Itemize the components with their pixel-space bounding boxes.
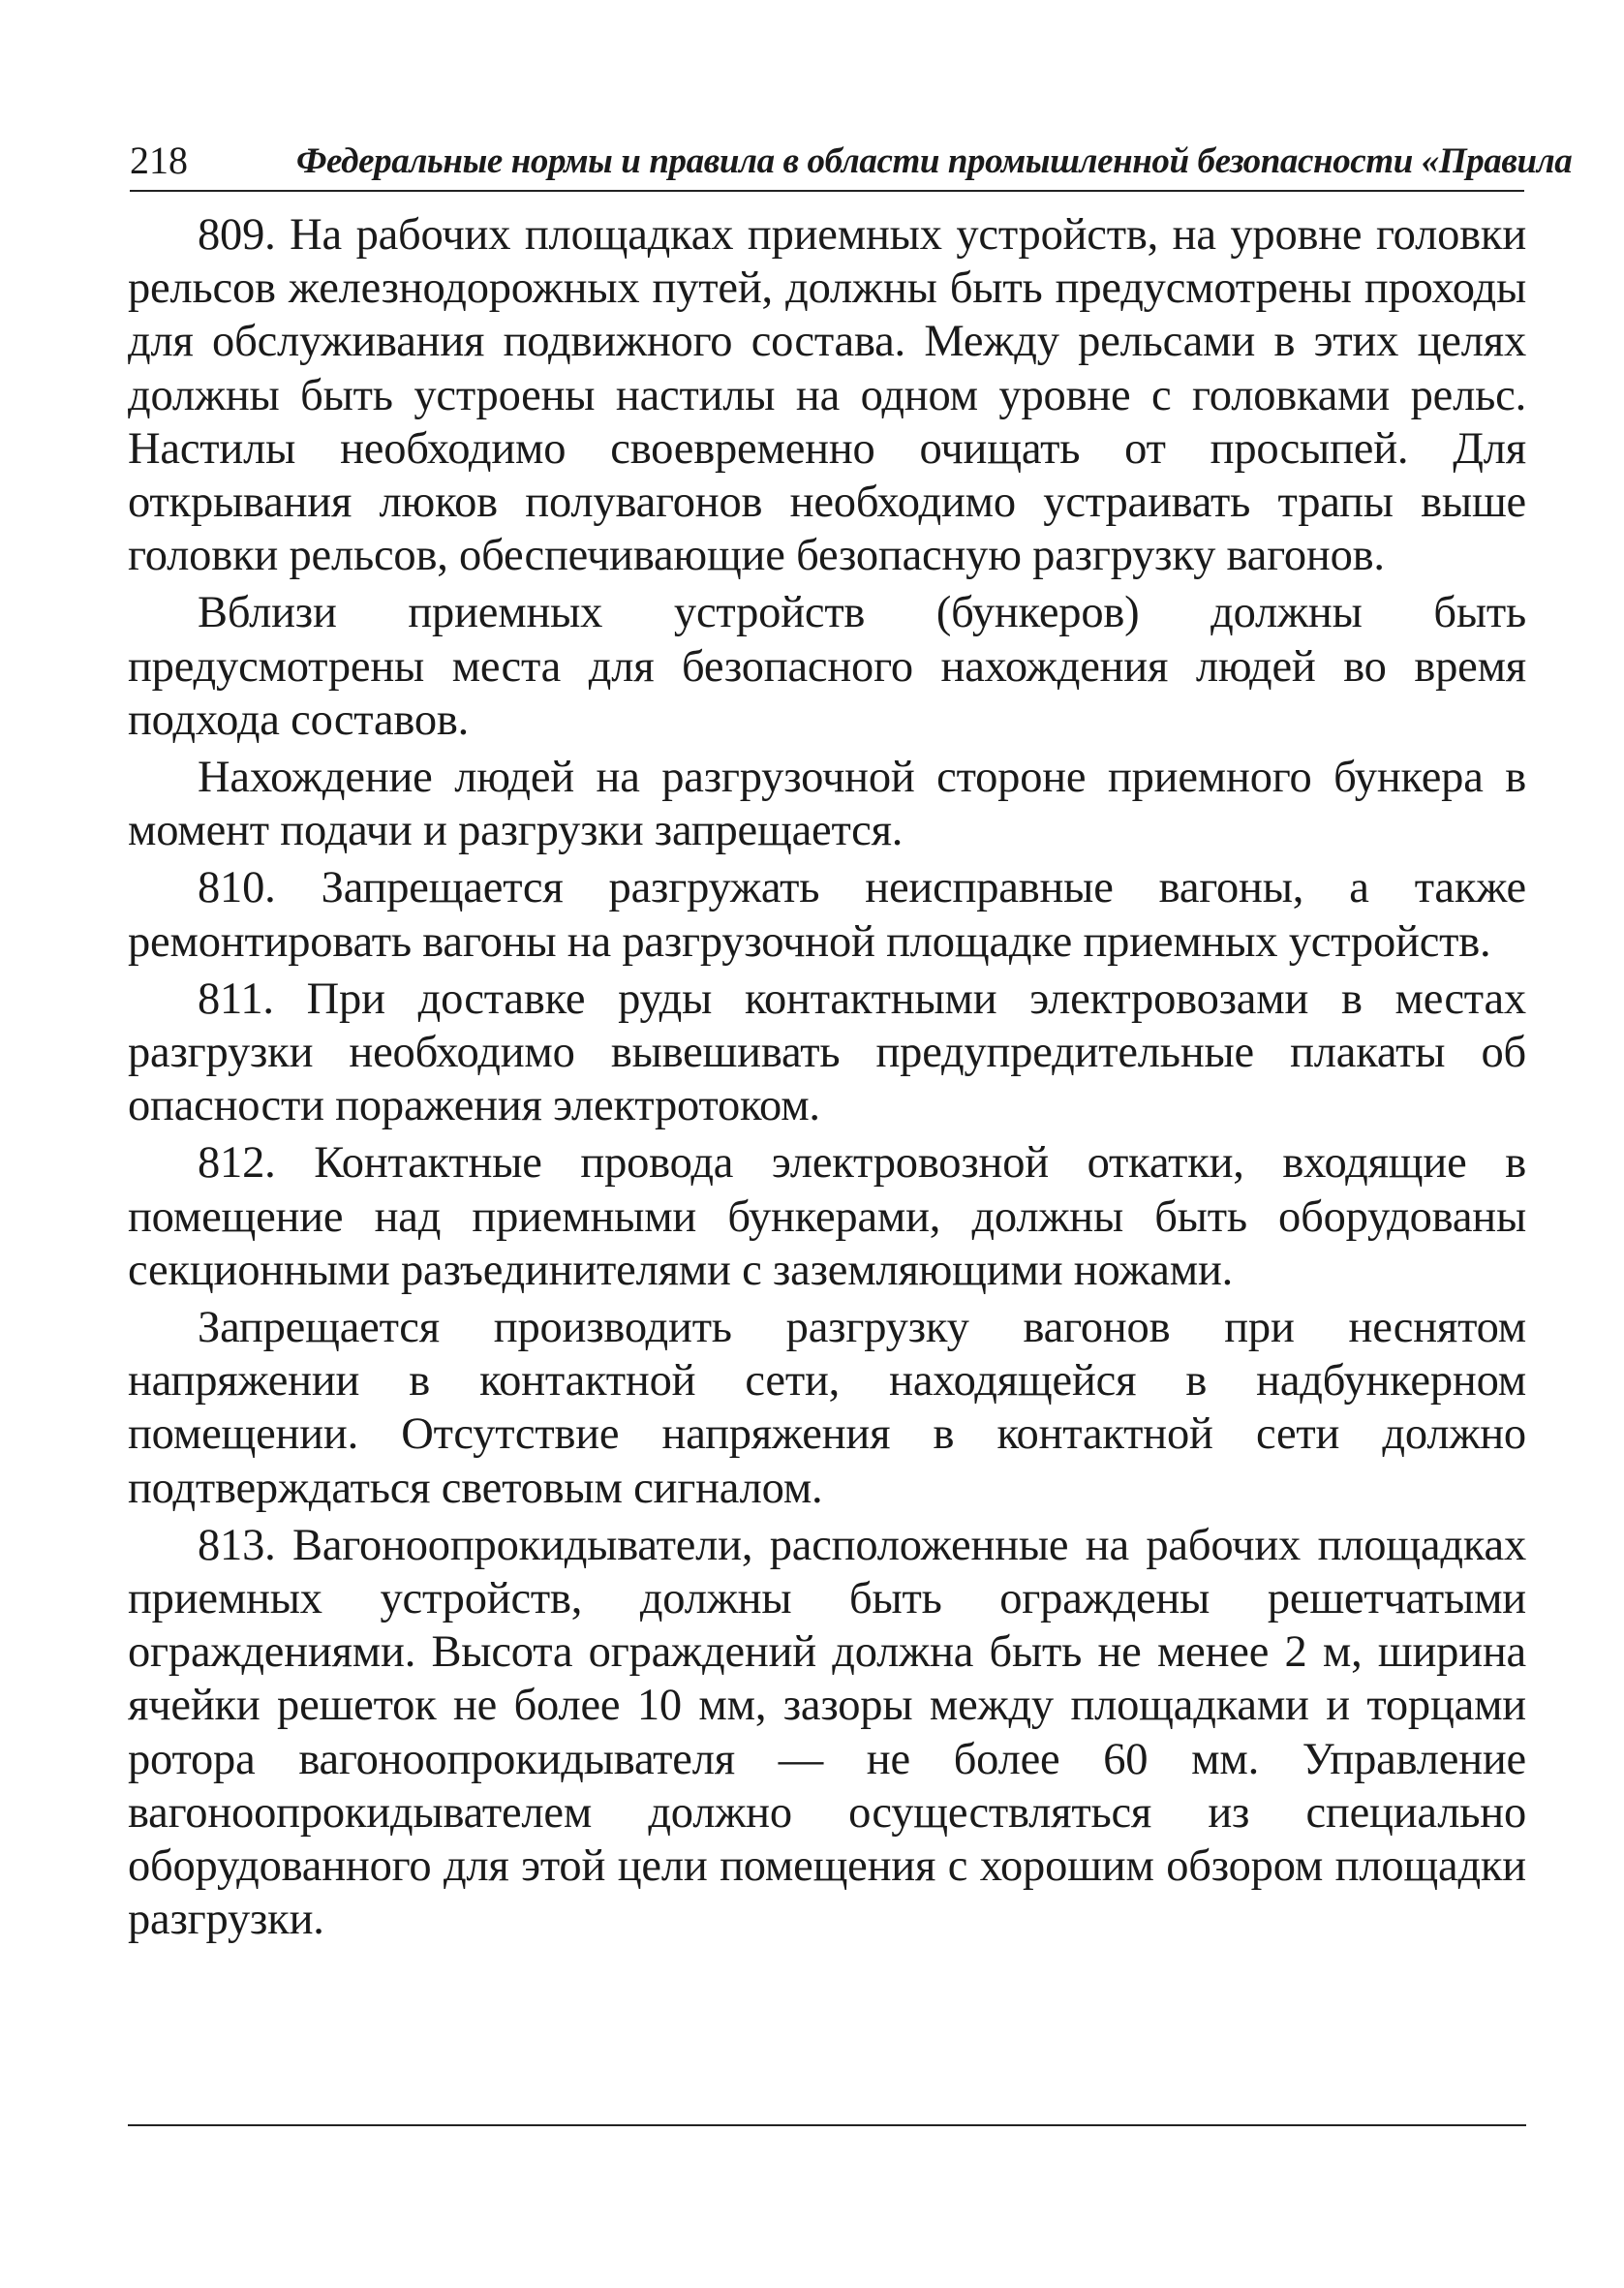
paragraph-809-prohibition: Нахождение людей на разгрузочной стороне приемного бункера в момент подачи и разгрузки запрещается. [128,753,1526,856]
paragraph-812: 812. Контактные провода электровозной откатки, входящие в помещение над приемными бункерами, должны быть оборудованы секционными разъединителями с заземляющими ножами. [128,1138,1526,1295]
paragraph-809: 809. На рабочих площадках приемных устройств, на уровне головки рельсов железнодорожных путей, должны быть предусмотрены проходы для обслуживания подвижного состава. Между рельсами в этих целях должны быть устроены настилы на одном уровне с головками рельс. Настилы необходимо своевременно очищать от просыпей. Для открывания люков полувагонов необходимо устраивать трапы выше головки рельсов, обеспечивающие безопасную разгрузку вагонов. [128,210,1526,581]
footer-divider [128,2124,1526,2126]
body-text [128,208,1526,1951]
paragraph-813: 813. Вагоноопрокидыватели, расположенные на рабочих площадках приемных устройств, должны быть ограждены решетчатыми ограждениями. Высота ограждений должна быть не менее 2 м, ширина ячейки решеток не более 10 мм, зазоры между площадками и торцами ротора вагоноопрокидывателя — не более 60 мм. Управление вагоноопрокидывателем должно осуществляться из специально оборудованного для этой цели помещения с хорошим обзором площадки разгрузки. [128,1520,1526,1945]
running-header [130,134,1573,192]
paragraph-809-safe-places: Вблизи приемных устройств (бункеров) должны быть предусмотрены места для безопасного нахождения людей во время подхода составов. [128,588,1526,745]
running-title: Федеральные нормы и правила в области промышленной безопасности «Правила [296,141,1573,181]
paragraph-812-voltage: Запрещается производить разгрузку вагонов при неснятом напряжении в контактной сети, находящейся в надбункерном помещении. Отсутствие напряжения в контактной сети должно подтверждаться световым сигналом. [128,1303,1526,1513]
page-number: 218 [130,139,188,182]
paragraph-810: 810. Запрещается разгружать неисправные вагоны, а также ремонтировать вагоны на разгрузочной площадке приемных устройств. [128,863,1526,967]
paragraph-811: 811. При доставке руды контактными электровозами в местах разгрузки необходимо вывешивать предупредительные плакаты об опасности поражения электротоком. [128,974,1526,1131]
